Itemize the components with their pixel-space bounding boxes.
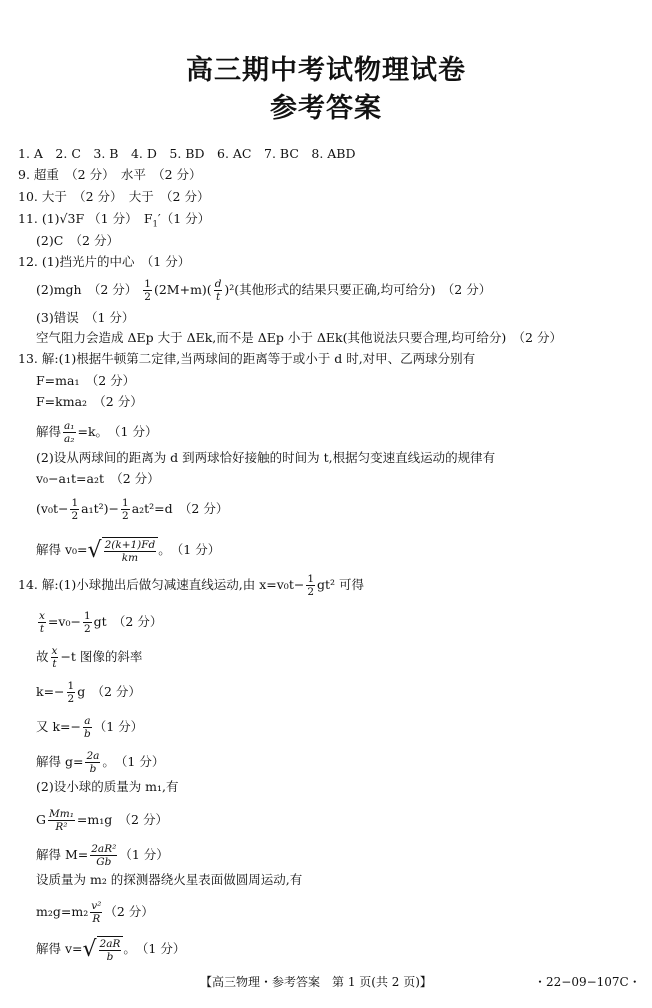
denominator: 2: [122, 510, 129, 522]
text: （1 分）: [93, 719, 144, 734]
fraction-half: [83, 610, 92, 635]
radicand: [97, 936, 124, 963]
answer-13-intro: 13. 解:(1)根据牛顿第二定律,当两球间的距离等于或小于 d 时,对甲、乙两球分别有: [18, 351, 476, 366]
text: 解得 v₀=: [36, 542, 88, 557]
denominator: t: [215, 291, 221, 303]
answer-13-eq3: v₀−a₁t=a₂t （2 分）: [36, 471, 160, 486]
footer-page-info: 【高三物理・参考答案 第 1 页(共 2 页)】: [200, 975, 432, 989]
text: 。 （1 分）: [123, 941, 186, 956]
answers-1-8: 1. A 2. C 3. B 4. D 5. BD 6. AC 7. BC 8. ABD: [18, 146, 356, 161]
text: 解得: [36, 424, 62, 439]
fraction-a-over-b: [83, 715, 92, 740]
answer-13-eq1: F=ma₁ （2 分）: [36, 373, 136, 388]
fraction: [99, 938, 122, 963]
denominator: t: [39, 623, 45, 635]
text: a₁t²)−: [81, 501, 119, 516]
text: (v₀t−: [36, 501, 69, 516]
denominator: Gb: [96, 856, 112, 868]
fraction-mass: [90, 843, 117, 868]
fraction-x-over-t: [38, 610, 46, 635]
numerator: d: [214, 278, 222, 290]
numerator: a₁: [64, 420, 75, 432]
text: m₂g=m₂: [36, 904, 89, 919]
answer-14-result2: [36, 843, 169, 868]
denominator: 2: [71, 510, 79, 522]
answer-13-result2: [36, 537, 220, 564]
fraction-gravity: [48, 808, 75, 833]
numerator: 1: [122, 497, 129, 509]
answer-12-part2: [36, 278, 491, 303]
text: −t 图像的斜率: [60, 649, 143, 664]
answer-10: 10. 大于 （2 分） 大于 （2 分）: [18, 189, 210, 204]
text: )²(其他形式的结果只要正确,均可给分) （2 分）: [224, 282, 492, 297]
footer-code: ・22−09−107C・: [534, 975, 641, 989]
radical-sign: √: [82, 936, 97, 962]
square-root: [88, 537, 159, 564]
text: 。 （1 分）: [102, 754, 165, 769]
answer-14-result3: [36, 936, 185, 963]
fraction-half: [143, 278, 152, 303]
denominator: t: [52, 658, 57, 670]
denominator: b: [84, 728, 91, 740]
answer-13-result1: [36, 420, 157, 445]
answer-14-intro: [18, 573, 364, 598]
text: G: [36, 812, 46, 827]
text: gt （2 分）: [93, 614, 163, 629]
answer-14-eq5: [36, 900, 154, 925]
text: a₂t²=d （2 分）: [131, 501, 229, 516]
square-root: [83, 936, 124, 963]
text: 故: [36, 649, 49, 664]
answer-13-eq2: F=kma₂ （2 分）: [36, 394, 143, 409]
denominator: km: [121, 552, 139, 564]
fraction-half: [306, 573, 315, 598]
text: （1 分） F: [88, 211, 153, 226]
fraction-x-over-t: [51, 645, 59, 670]
answer-14-eq3: [36, 715, 143, 740]
numerator: 1: [83, 610, 91, 622]
numerator: v²: [91, 900, 102, 912]
answer-12-part3: (3)错误 （1 分）: [36, 310, 135, 325]
text: =k。 （1 分）: [77, 424, 158, 439]
text: ′（1 分）: [157, 211, 211, 226]
numerator: 1: [144, 278, 151, 290]
denominator: 2: [144, 291, 151, 303]
text: （1 分）: [119, 847, 169, 862]
answer-12-part1: 12. (1)挡光片的中心 （1 分）: [18, 254, 191, 269]
answer-9: 9. 超重 （2 分） 水平 （2 分）: [18, 167, 202, 182]
page-subtitle: 参考答案: [270, 93, 382, 124]
text: 14. 解:(1)小球抛出后做匀减速直线运动,由 x=v₀t−: [18, 577, 305, 592]
denominator: b: [106, 951, 114, 963]
numerator: 2(k+1)Fd: [104, 539, 156, 551]
fraction-2a-over-b: [85, 750, 100, 775]
numerator: x: [39, 610, 45, 622]
answer-14-eq2: [36, 680, 141, 705]
numerator: 2aR²: [91, 843, 117, 855]
answer-11-part1: [18, 210, 210, 228]
fraction-a1-over-a2: [63, 420, 75, 445]
fraction-d-over-t: [214, 278, 223, 303]
numerator: Mm₁: [49, 808, 74, 820]
denominator: 2: [83, 623, 91, 635]
answer-14-result1: [36, 750, 164, 775]
numerator: 1: [307, 573, 314, 585]
text: 又 k=−: [36, 719, 81, 734]
text: =m₁g （2 分）: [76, 812, 168, 827]
numerator: x: [51, 645, 58, 657]
answer-14-orbit: 设质量为 m₂ 的探测器绕火星表面做圆周运动,有: [36, 872, 303, 887]
text: g （2 分）: [77, 684, 141, 699]
numerator: 2aR: [99, 938, 121, 950]
fraction-v2-over-r: [90, 900, 102, 925]
text: =v₀−: [47, 614, 81, 629]
text: gt² 可得: [317, 577, 365, 592]
numerator: 2a: [86, 750, 100, 762]
text: 解得 g=: [36, 754, 84, 769]
denominator: 2: [307, 586, 314, 598]
text: k=−: [36, 684, 65, 699]
fraction: [104, 539, 157, 564]
text: （2 分）: [104, 904, 154, 919]
answer-14-eq4: [36, 808, 168, 833]
numerator: 1: [71, 497, 79, 509]
text: 11. (1)√3F: [18, 211, 85, 226]
fraction-half: [121, 497, 130, 522]
text: 解得 v=: [36, 941, 83, 956]
radical-sign: √: [87, 537, 102, 563]
numerator: 1: [67, 680, 75, 692]
answer-14-eq1: [36, 610, 162, 635]
answer-14-part2: (2)设小球的质量为 m₁,有: [36, 779, 179, 794]
answer-12-reason: 空气阻力会造成 ΔEp 大于 ΔEk,而不是 ΔEp 小于 ΔEk(其他说法只要合理,均可给分) （2 分）: [36, 330, 562, 345]
subscript: 1: [152, 219, 158, 230]
radicand: [102, 537, 159, 564]
text: 解得 M=: [36, 847, 89, 862]
fraction-half: [67, 680, 76, 705]
denominator: a₂: [64, 433, 75, 445]
denominator: R²: [55, 821, 68, 833]
fraction-half: [70, 497, 79, 522]
answer-11-part2: (2)C （2 分）: [36, 233, 119, 248]
numerator: a: [84, 715, 91, 727]
page-title: 高三期中考试物理试卷: [186, 55, 466, 86]
answer-13-part2: (2)设从两球间的距离为 d 到两球恰好接触的时间为 t,根据匀变速直线运动的规律有: [36, 450, 496, 465]
answer-14-slope: [36, 645, 142, 670]
denominator: 2: [67, 693, 75, 705]
answer-13-eq4: [36, 497, 228, 522]
text: (2M+m)(: [153, 282, 212, 297]
text: (2)mgh （2 分）: [36, 282, 138, 297]
denominator: b: [89, 763, 97, 775]
text: 。 （1 分）: [158, 542, 221, 557]
denominator: R: [92, 913, 101, 925]
